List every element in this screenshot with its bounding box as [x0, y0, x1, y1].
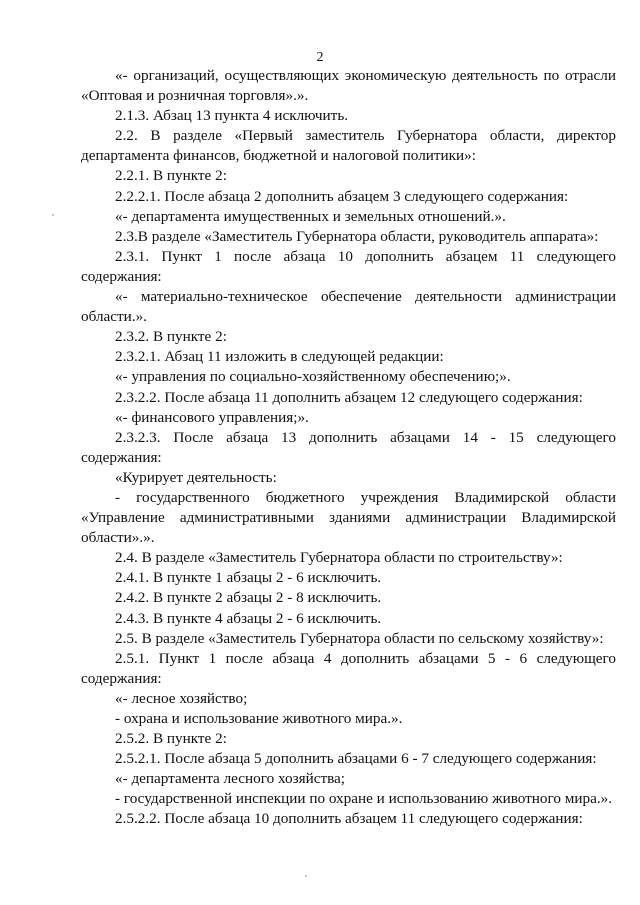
paragraph-2-5-1: 2.5.1. Пункт 1 после абзаца 4 дополнить абзацами 5 - 6 следующего содержания: — [81, 649, 616, 687]
paragraph-2-5-2: 2.5.2. В пункте 2: — [115, 730, 227, 748]
paragraph-2-2: 2.2. В разделе «Первый заместитель Губернатора области, директор департамента финансов, бюджетной и налоговой политики»: — [81, 127, 616, 165]
paragraph-state-institution: - государственного бюджетного учреждения Владимирской области «Управление административными зданиями администрации Владимирской области».». — [81, 488, 616, 547]
paragraph-2-5: 2.5. В разделе «Заместитель Губернатора области по сельскому хозяйству»: — [115, 629, 604, 647]
page-number: 2 — [316, 50, 324, 65]
paragraph-2-2-2-1: 2.2.2.1. После абзаца 2 дополнить абзацем 3 следующего содержания: — [115, 187, 569, 205]
paragraph-2-4-1: 2.4.1. В пункте 1 абзацы 2 - 6 исключить. — [115, 569, 382, 587]
paragraph-finance-management: «- финансового управления;». — [115, 408, 309, 426]
paragraph-social-management: «- управления по социально-хозяйственному обеспечению;». — [115, 368, 511, 386]
paragraph-2-3: 2.3.В разделе «Заместитель Губернатора области, руководитель аппарата»: — [115, 227, 599, 245]
scan-speck — [305, 875, 307, 877]
paragraph-forestry: «- лесное хозяйство; — [115, 689, 248, 707]
paragraph-2-3-1: 2.3.1. Пункт 1 после абзаца 10 дополнить абзацем 11 следующего содержания: — [81, 247, 616, 285]
document-body — [81, 66, 616, 830]
paragraph-2-4-3: 2.4.3. В пункте 4 абзацы 2 - 6 исключить. — [115, 609, 382, 627]
paragraph-2-4-2: 2.4.2. В пункте 2 абзацы 2 - 8 исключить. — [115, 589, 382, 607]
paragraph-wildlife-protection: - охрана и использование животного мира.». — [115, 710, 403, 727]
paragraph-property-department: «- департамента имущественных и земельных отношений.». — [115, 207, 506, 225]
paragraph-wildlife-inspection: - государственной инспекции по охране и использованию животного мира.». — [115, 790, 613, 808]
paragraph-organizations-trade: «- организаций, осуществляющих экономическую деятельность по отрасли «Оптовая и розничная торговля».». — [81, 67, 616, 105]
paragraph-supervises-activity: «Курирует деятельность: — [115, 468, 277, 486]
paragraph-forestry-department: «- департамента лесного хозяйства; — [115, 770, 346, 788]
paragraph-2-2-1: 2.2.1. В пункте 2: — [115, 167, 227, 185]
paragraph-material-support: «- материально-техническое обеспечение деятельности администрации области.». — [81, 288, 616, 326]
paragraph-2-3-2: 2.3.2. В пункте 2: — [115, 328, 227, 346]
paragraph-2-5-2-2: 2.5.2.2. После абзаца 10 дополнить абзацем 11 следующего содержания: — [115, 810, 583, 828]
paragraph-2-4: 2.4. В разделе «Заместитель Губернатора области по строительству»: — [115, 549, 563, 567]
paragraph-2-3-2-3: 2.3.2.3. После абзаца 13 дополнить абзацами 14 - 15 следующего содержания: — [81, 428, 616, 466]
paragraph-2-3-2-2: 2.3.2.2. После абзаца 11 дополнить абзацем 12 следующего содержания: — [115, 388, 583, 406]
paragraph-2-5-2-1: 2.5.2.1. После абзаца 5 дополнить абзацами 6 - 7 следующего содержания: — [115, 750, 597, 768]
paragraph-2-3-2-1: 2.3.2.1. Абзац 11 изложить в следующей редакции: — [115, 348, 444, 366]
paragraph-2-1-3: 2.1.3. Абзац 13 пункта 4 исключить. — [115, 107, 349, 125]
scan-speck — [52, 214, 54, 216]
